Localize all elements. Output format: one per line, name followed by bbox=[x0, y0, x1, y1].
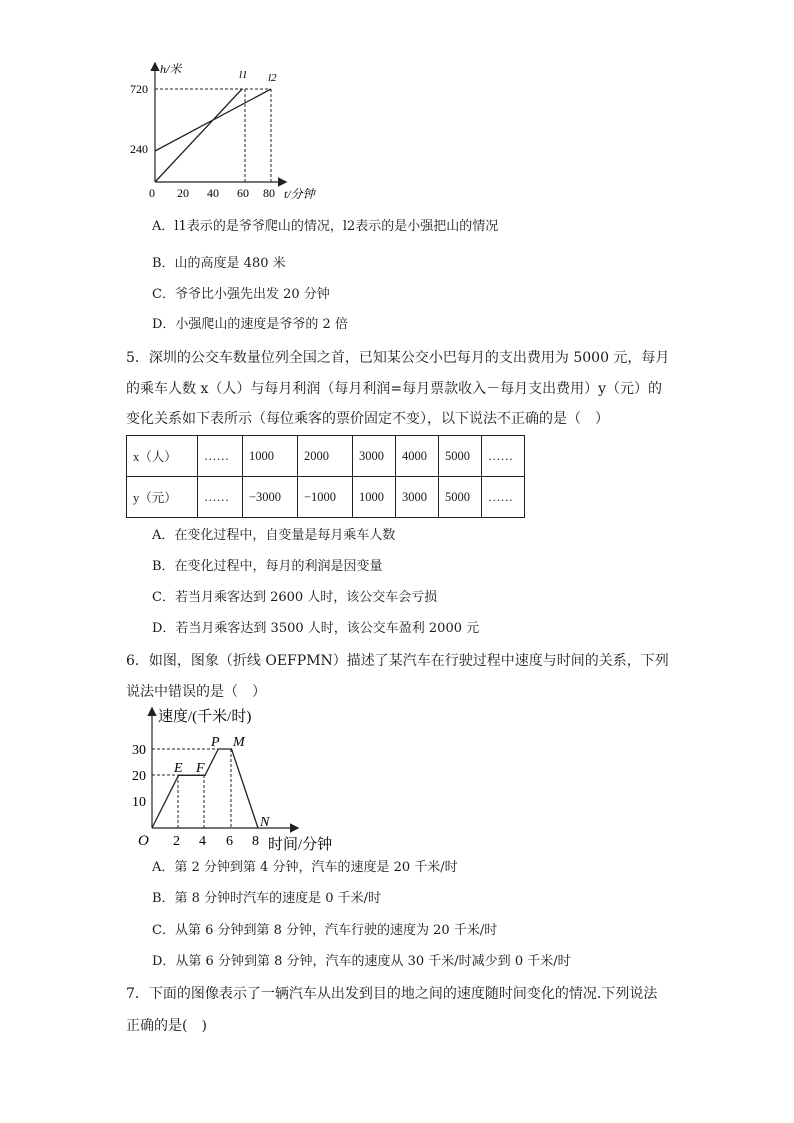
y-tick-240: 240 bbox=[130, 142, 148, 156]
climb-y-label: h/米 bbox=[160, 62, 182, 76]
q4-option-b[interactable]: B．山的高度是 480 米 bbox=[152, 256, 286, 271]
table-cell: …… bbox=[198, 436, 243, 477]
x-tick-0: 0 bbox=[149, 186, 155, 200]
q7-stem-line2: 正确的是( ) bbox=[126, 1018, 207, 1034]
speed-graph bbox=[125, 703, 365, 855]
table-row bbox=[127, 477, 525, 518]
point-label-e: E bbox=[174, 761, 183, 776]
q5-stem-line3: 变化关系如下表所示（每位乘客的票价固定不变），以下说法不正确的是（ ） bbox=[126, 411, 609, 427]
table-cell: 4000 bbox=[396, 436, 439, 477]
q5-stem-line1: 5．深圳的公交车数量位列全国之首，已知某公交小巴每月的支出费用为 5000 元，每月 bbox=[126, 350, 670, 366]
table-cell: 5000 bbox=[439, 436, 482, 477]
table-cell: 5000 bbox=[439, 477, 482, 518]
line-label-l2: l2 bbox=[268, 72, 277, 84]
table-row bbox=[127, 436, 525, 477]
table-cell: −3000 bbox=[243, 477, 298, 518]
q4-option-c[interactable]: C．爷爷比小强先出发 20 分钟 bbox=[152, 287, 330, 302]
speed-x-tick-2: 2 bbox=[173, 834, 180, 849]
speed-y-tick-30: 30 bbox=[132, 743, 146, 758]
line-label-l1: l1 bbox=[239, 69, 248, 81]
q6-stem-line1: 6．如图，图象（折线 OEFPMN）描述了某汽车在行驶过程中速度与时间的关系，下列 bbox=[126, 653, 669, 669]
q6-option-a[interactable]: A．第 2 分钟到第 4 分钟，汽车的速度是 20 千米/时 bbox=[152, 860, 458, 875]
speed-x-tick-6: 6 bbox=[226, 834, 233, 849]
origin-label: O bbox=[138, 833, 149, 849]
q6-option-d[interactable]: D．从第 6 分钟到第 8 分钟，汽车的速度从 30 千米/时减少到 0 千米/时 bbox=[152, 954, 571, 969]
x-tick-20: 20 bbox=[177, 186, 189, 200]
series-line-l1 bbox=[155, 89, 242, 182]
point-label-p: P bbox=[211, 735, 220, 750]
table-cell: …… bbox=[198, 477, 243, 518]
table-cell: …… bbox=[482, 436, 525, 477]
q5-stem-line2: 的乘车人数 x（人）与每月利润（每月利润=每月票款收入－每月支出费用）y（元）的 bbox=[126, 381, 662, 397]
point-label-f: F bbox=[196, 761, 205, 776]
speed-y-tick-10: 10 bbox=[132, 795, 146, 810]
table-cell: −1000 bbox=[298, 477, 353, 518]
q5-option-c[interactable]: C．若当月乘客达到 2600 人时，该公交车会亏损 bbox=[152, 590, 438, 605]
table-cell: y（元） bbox=[127, 477, 198, 518]
table-cell: 1000 bbox=[353, 477, 396, 518]
point-label-n: N bbox=[260, 815, 270, 830]
q5-data-table bbox=[126, 435, 525, 518]
table-cell: …… bbox=[482, 477, 525, 518]
q5-option-b[interactable]: B．在变化过程中，每月的利润是因变量 bbox=[152, 559, 383, 574]
x-tick-60: 60 bbox=[237, 186, 249, 200]
speed-x-tick-8: 8 bbox=[252, 834, 259, 849]
series-line-0 bbox=[152, 749, 258, 828]
q6-option-c[interactable]: C．从第 6 分钟到第 8 分钟，汽车行驶的速度为 20 千米/时 bbox=[152, 923, 498, 938]
table-cell: 3000 bbox=[396, 477, 439, 518]
q4-option-a[interactable]: A．l1表示的是爷爷爬山的情况，l2表示的是小强把山的情况 bbox=[152, 219, 499, 234]
q6-option-b[interactable]: B．第 8 分钟时汽车的速度是 0 千米/时 bbox=[152, 891, 382, 906]
speed-y-label: 速度/(千米/时) bbox=[158, 709, 252, 725]
table-cell: 3000 bbox=[353, 436, 396, 477]
series-line-l2 bbox=[155, 89, 271, 151]
speed-x-tick-4: 4 bbox=[199, 834, 206, 849]
speed-x-label: 时间/分钟 bbox=[268, 837, 333, 853]
x-tick-80: 80 bbox=[263, 186, 275, 200]
table-cell: x（人） bbox=[127, 436, 198, 477]
q5-option-d[interactable]: D．若当月乘客达到 3500 人时，该公交车盈利 2000 元 bbox=[152, 621, 480, 636]
climb-graph bbox=[125, 58, 345, 208]
x-tick-40: 40 bbox=[207, 186, 219, 200]
y-tick-720: 720 bbox=[130, 82, 148, 96]
q4-option-d[interactable]: D．小强爬山的速度是爷爷的 2 倍 bbox=[152, 317, 348, 332]
table-cell: 2000 bbox=[298, 436, 353, 477]
climb-x-label: t/分钟 bbox=[284, 187, 315, 201]
q7-stem-line1: 7．下面的图像表示了一辆汽车从出发到目的地之间的速度随时间变化的情况.下列说法 bbox=[126, 986, 658, 1002]
table-cell: 1000 bbox=[243, 436, 298, 477]
point-label-m: M bbox=[233, 735, 245, 750]
q6-stem-line2: 说法中错误的是（ ） bbox=[126, 684, 266, 700]
speed-y-tick-20: 20 bbox=[132, 769, 146, 784]
q5-option-a[interactable]: A．在变化过程中，自变量是每月乘车人数 bbox=[152, 528, 396, 543]
